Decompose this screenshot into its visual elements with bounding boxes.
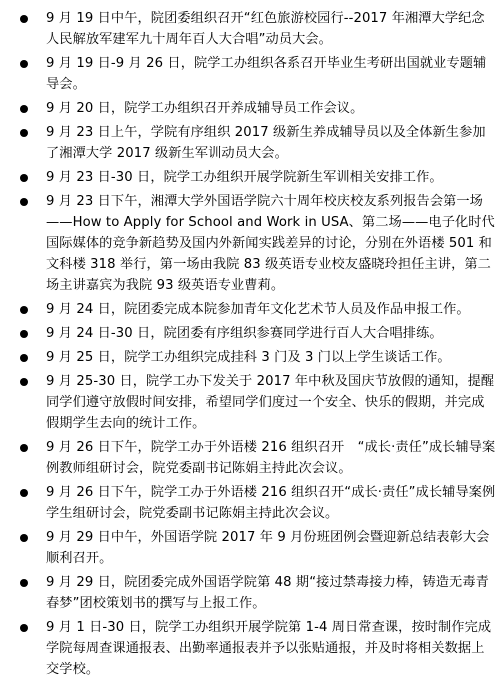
item-text: 9 月 26 日下午，院学工办于外语楼 216 组织召开 “成长·责任”成长辅导案例教师组研讨会，院党委副书记陈娟主持此次会议。: [46, 440, 496, 476]
list-item: [0, 371, 496, 434]
bullet-icon: [20, 354, 28, 362]
item-text: 9 月 23 日下午，湘潭大学外国语学院六十周年校庆校友系列报告会第一场——How to Apply for School and Work in USA、第二场——电子化时代国际媒体的竞争新趋势及国内外新闻实践差异的讨论，分别在外语楼 501 和文科楼 318 举行，第一场由我院 83 级英语专业校友盛晓玲担任主讲，第二场主讲嘉宾为我院 93 级英语专业曹莉。: [46, 194, 495, 293]
bullet-icon: [20, 15, 28, 23]
item-text: 9 月 19 日中午，院团委组织召开“红色旅游校园行--2017 年湘潭大学纪念人民解放军建军九十周年百人大合唱”动员大会。: [46, 11, 485, 47]
bullet-icon: [20, 306, 28, 314]
list-item: [0, 53, 496, 95]
list-item: [0, 299, 496, 320]
list-item: [0, 167, 496, 188]
bullet-icon: [20, 198, 28, 206]
list-item: [0, 98, 496, 119]
list-item: [0, 323, 496, 344]
bullet-icon: [20, 579, 28, 587]
item-text: 9 月 29 日，院团委完成外国语学院第 48 期“接过禁毒接力棒，铸造无毒青春梦”团校策划书的撰写与上报工作。: [46, 575, 489, 611]
bullet-icon: [20, 60, 28, 68]
item-text: 9 月 25-30 日，院学工办下发关于 2017 年中秋及国庆节放假的通知，提醒同学们遵守放假时间安排，希望同学们度过一个安全、快乐的假期，并完成假期学生去向的统计工作。: [46, 374, 495, 431]
item-text: 9 月 24 日-30 日，院团委有序组织参赛同学进行百人大合唱排练。: [46, 326, 443, 341]
list-item: [0, 122, 496, 164]
list-item: [0, 8, 496, 50]
item-text: 9 月 24 日，院团委完成本院参加青年文化艺术节人员及作品申报工作。: [46, 302, 470, 317]
bullet-icon: [20, 489, 28, 497]
list-item: [0, 437, 496, 479]
bullet-icon: [20, 534, 28, 542]
item-text: 9 月 23 日-30 日，院学工办组织开展学院新生军训相关安排工作。: [46, 170, 443, 185]
bullet-icon: [20, 378, 28, 386]
item-text: 9 月 26 日下午，院学工办于外语楼 216 组织召开“成长·责任”成长辅导案例学生组研讨会，院党委副书记陈娟主持此次会议。: [46, 485, 496, 521]
bullet-icon: [20, 624, 28, 632]
item-text: 9 月 1 日-30 日，院学工办组织开展学院第 1-4 周日常查课，按时制作完成学院每周查课通报表、出勤率通报表并予以张贴通报，并及时将相关数据上交学校。: [46, 620, 492, 677]
list-item: [0, 347, 496, 368]
list-item: [0, 572, 496, 614]
item-text: 9 月 25 日，院学工办组织完成挂科 3 门及 3 门以上学生谈话工作。: [46, 350, 451, 365]
bullet-icon: [20, 174, 28, 182]
list-item: [0, 617, 496, 680]
item-text: 9 月 23 日上午，学院有序组织 2017 级新生养成辅导员以及全体新生参加了湘潭大学 2017 级新生军训动员大会。: [46, 125, 486, 161]
event-list: [0, 8, 496, 680]
list-item: [0, 482, 496, 524]
bullet-icon: [20, 105, 28, 113]
list-item: [0, 527, 496, 569]
item-text: 9 月 29 日中午，外国语学院 2017 年 9 月份班团例会暨迎新总结表彰大会顺利召开。: [46, 530, 490, 566]
bullet-icon: [20, 444, 28, 452]
bullet-icon: [20, 330, 28, 338]
item-text: 9 月 19 日-9 月 26 日，院学工办组织各系召开毕业生考研出国就业专题辅导会。: [46, 56, 487, 92]
item-text: 9 月 20 日，院学工办组织召开养成辅导员工作会议。: [46, 101, 364, 116]
bullet-icon: [20, 129, 28, 137]
list-item: [0, 191, 496, 296]
